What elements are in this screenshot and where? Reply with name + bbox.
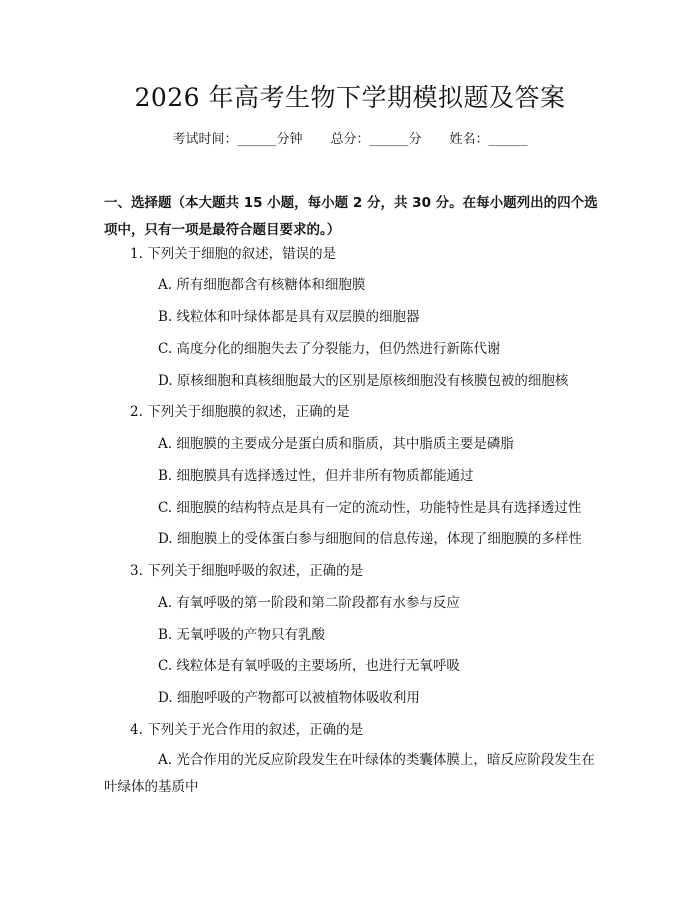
question-2-option-d: D. 细胞膜上的受体蛋白参与细胞间的信息传递，体现了细胞膜的多样性 <box>158 531 582 547</box>
exam-score-field: 总分：______分 <box>330 132 422 147</box>
question-1-option-a: A. 所有细胞都含有核糖体和细胞膜 <box>158 277 366 293</box>
exam-name-field: 姓名：______ <box>449 132 528 147</box>
question-3-stem: 3. 下列关于细胞呼吸的叙述，正确的是 <box>130 563 364 579</box>
exam-meta <box>0 130 700 150</box>
section-heading: 一、选择题（本大题共 15 小题，每小题 2 分，共 30 分。在每小题列出的四个选项中，只有一项是最符合题目要求的。） <box>104 195 598 238</box>
question-1-option-b: B. 线粒体和叶绿体都是具有双层膜的细胞器 <box>158 309 420 325</box>
question-2-stem: 2. 下列关于细胞膜的叙述，正确的是 <box>130 404 350 420</box>
question-3-option-c: C. 线粒体是有氧呼吸的主要场所，也进行无氧呼吸 <box>158 658 460 674</box>
question-2-option-a: A. 细胞膜的主要成分是蛋白质和脂质，其中脂质主要是磷脂 <box>158 436 514 452</box>
question-1-option-d: D. 原核细胞和真核细胞最大的区别是原核细胞没有核膜包被的细胞核 <box>158 373 569 389</box>
question-4-stem: 4. 下列关于光合作用的叙述，正确的是 <box>130 722 364 738</box>
question-4-option-a: A. 光合作用的光反应阶段发生在叶绿体的类囊体膜上，暗反应阶段发生在叶绿体的基质中 <box>104 752 595 795</box>
question-3-option-b: B. 无氧呼吸的产物只有乳酸 <box>158 627 326 643</box>
question-1-option-c: C. 高度分化的细胞失去了分裂能力，但仍然进行新陈代谢 <box>158 341 501 357</box>
exam-time-field: 考试时间：______分钟 <box>172 132 303 147</box>
question-1-stem: 1. 下列关于细胞的叙述，错误的是 <box>130 246 337 262</box>
question-2-option-b: B. 细胞膜具有选择透过性，但并非所有物质都能通过 <box>158 468 474 484</box>
question-3-option-a: A. 有氧呼吸的第一阶段和第二阶段都有水参与反应 <box>158 595 460 611</box>
exam-title: 2026 年高考生物下学期模拟题及答案 <box>134 83 566 112</box>
question-2-option-c: C. 细胞膜的结构特点是具有一定的流动性，功能特性是具有选择透过性 <box>158 500 582 516</box>
question-3-option-d: D. 细胞呼吸的产物都可以被植物体吸收利用 <box>158 690 420 706</box>
